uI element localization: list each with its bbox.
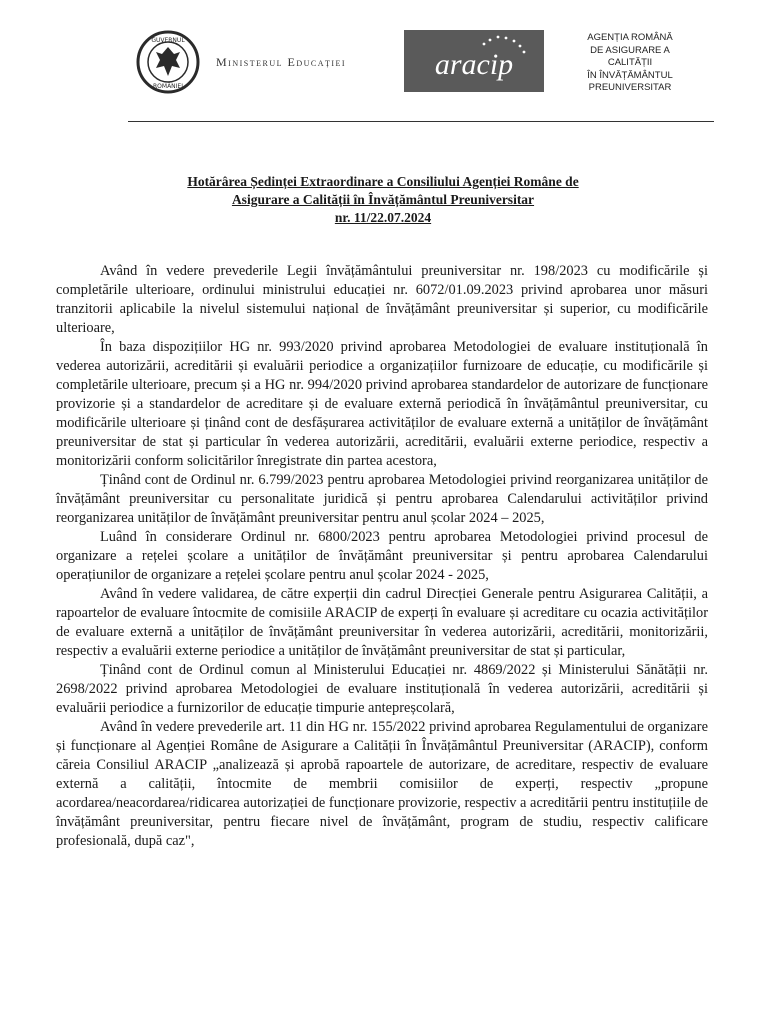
header-divider [128, 121, 714, 122]
svg-text:ROMÂNIEI: ROMÂNIEI [153, 83, 183, 90]
logo-wordmark: aracip [434, 48, 514, 81]
agency-line: DE ASIGURARE A [590, 44, 670, 56]
ministry-name: Ministerul Educației [216, 55, 347, 69]
paragraph: Având în vedere prevederile Legii învățământului preuniversitar nr. 198/2023 cu modificările și completările ulterioare, ordinului ministrului educației nr. 6072/01.09.2023 privind aprobarea unor măsuri tranzitorii aplicabile la nivelul sistemului național de învățământ preuniversitar și superior, cu modificările ulterioare, [56, 263, 708, 336]
paragraph: În baza dispozițiilor HG nr. 993/2020 privind aprobarea Metodologiei de evaluare instituțională în vederea autorizării, acreditării și evaluării periodice a organizațiilor furnizoare de educație, cu modificările și completările ulterioare, precum și a HG nr. 994/2020 privind aprobarea standardelor de autorizare de funcționare provizorie și a standardelor de acreditare și de evaluare externă periodică în învățământul preuniversitar, cu modificările ulterioare și ținând cont de desfășurarea activităților de evaluare externă a unităților de învățământ preuniversitar de stat și particular în vederea autorizării, acreditării, evaluării externe periodice, respectiv a monitorizării conform solicitărilor înregistrate din partea acestora, [56, 339, 708, 469]
agency-line: ÎN ÎNVĂȚĂMÂNTUL [587, 69, 673, 81]
document-header [0, 0, 768, 125]
title-line: Hotărârea Ședinței Extraordinare a Consiliului Agenției Române de [187, 174, 579, 189]
paragraph: Ținând cont de Ordinul comun al Ministerului Educației nr. 4869/2022 și Ministerului Sănătății nr. 2698/2022 privind aprobarea Metodologiei de evaluare instituțională în vederea autorizării, acreditării și evaluării periodice a furnizorilor de educație timpurie antepreșcolară, [56, 662, 708, 716]
aracip-logo [404, 30, 544, 92]
agency-line: AGENȚIA ROMÂNĂ [587, 32, 673, 43]
document-title [120, 173, 646, 227]
agency-line: CALITĂȚII [607, 57, 653, 68]
agency-line: PREUNIVERSITAR [588, 82, 672, 93]
document-body [56, 262, 708, 851]
agency-name [566, 32, 694, 95]
decision-number: nr. 11/22.07.2024 [334, 210, 432, 225]
svg-text:GUVERNUL: GUVERNUL [151, 37, 185, 44]
paragraph: Având în vedere prevederile art. 11 din HG nr. 155/2022 privind aprobarea Regulamentului de organizare și funcționare al Agenției Române de Asigurare a Calității în Învățământul Preuniversitar (ARACIP), conform căreia Consiliul ARACIP „analizează și aprobă rapoartele de autorizare, de acreditare, respectiv de evaluare externă a calității, întocmite de membrii comisiilor de experți, respectiv „propune acordarea/neacordarea/ridicarea autorizației de funcționare provizorie, respectiv a acreditării pentru instituțiile de învățământ preuniversitar, pentru fiecare nivel de învățământ, program de studiu, respectiv calificare profesională, după caz", [56, 719, 708, 849]
title-line: Asigurare a Calității în Învățământul Preuniversitar [231, 192, 535, 207]
paragraph: Ținând cont de Ordinul nr. 6.799/2023 pentru aprobarea Metodologiei privind reorganizarea unităților de învățământ preuniversitar cu personalitate juridică și pentru aprobarea Calendarului activităților privind reorganizarea unităților de învățământ preuniversitar pentru anul școlar 2024 – 2025, [56, 472, 708, 526]
paragraph: Luând în considerare Ordinul nr. 6800/2023 pentru aprobarea Metodologiei privind procesul de organizare a rețelei școlare a unităților de învățământ preuniversitar și pentru aprobarea Calendarului operațiunilor de organizare a rețelei școlare pentru anul școlar 2024 - 2025, [56, 529, 708, 583]
paragraph: Având în vedere validarea, de către experții din cadrul Direcției Generale pentru Asigurarea Calității, a rapoartelor de evaluare întocmite de comisiile ARACIP de experți în evaluare și acreditare cu ocazia activităților de evaluare externă a unităților de învățământ preuniversitar în vederea autorizării, acreditării, monitorizării, respectiv a evaluării externe periodice a unităților de învățământ preuniversitar de stat și particular, [56, 586, 708, 659]
government-seal-icon [136, 30, 200, 94]
